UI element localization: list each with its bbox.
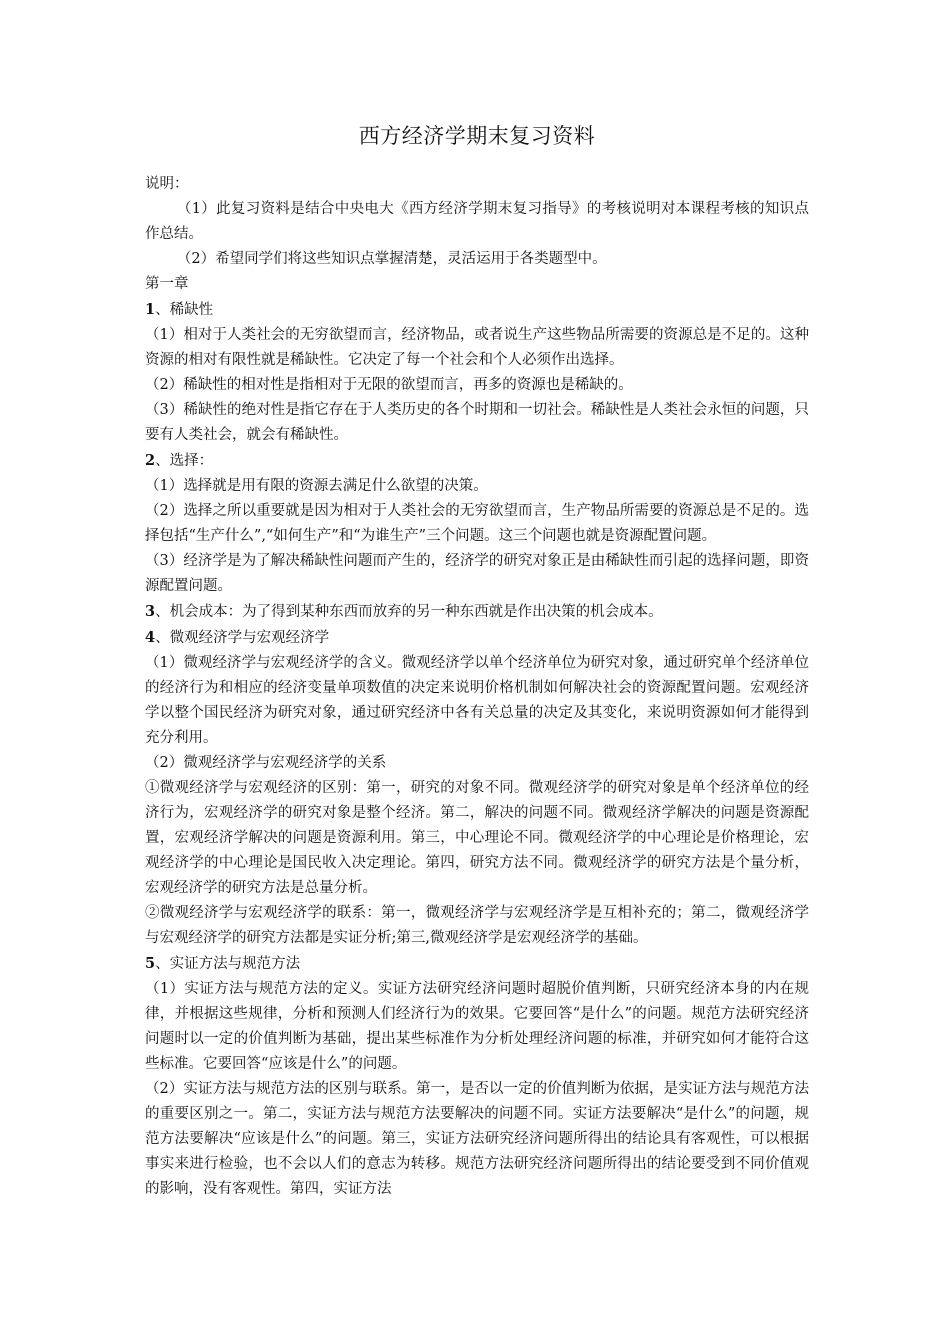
section-4-heading [145,625,809,651]
section-1-para-1: （1）相对于人类社会的无穷欲望而言，经济物品，或者说生产这些物品所需要的资源总是不足的。这种资源的相对有限性就是稀缺性。它决定了每一个社会和个人必须作出选择。 [145,327,809,368]
document-title: 西方经济学期末复习资料 [358,124,596,148]
chapter-heading: 第一章 [145,276,189,292]
note-item-2: （2）希望同学们将这些知识点掌握清楚，灵活运用于各类题型中。 [176,251,607,267]
section-3-title: 、机会成本：为了得到某种东西而放弃的另一种东西就是作出决策的机会成本。 [155,604,663,620]
section-2-heading [145,448,809,474]
section-5-number: 5 [145,955,156,972]
note-item-1: （1）此复习资料是结合中央电大《西方经济学期末复习指导》的考核说明对本课程考核的知识点作总结。 [145,201,809,242]
section-5-heading [145,951,809,977]
section-2-number: 2 [145,452,156,469]
section-4-title: 、微观经济学与宏观经济学 [155,630,330,646]
section-2-title: 、选择： [155,453,214,469]
section-3-heading [145,599,809,625]
section-1-para-2: （2）稀缺性的相对性是指相对于无限的欲望而言，再多的资源也是稀缺的。 [145,377,633,393]
section-5-title: 、实证方法与规范方法 [155,956,301,972]
section-1-number: 1 [145,301,156,318]
section-2-para-3: （3）经济学是为了解决稀缺性问题而产生的，经济学的研究对象正是由稀缺性而引起的选择问题，即资源配置问题。 [145,553,809,594]
section-1-para-3: （3）稀缺性的绝对性是指它存在于人类历史的各个时期和一切社会。稀缺性是人类社会永恒的问题，只要有人类社会，就会有稀缺性。 [145,402,809,443]
section-5-para-2: （2）实证方法与规范方法的区别与联系。第一，是否以一定的价值判断为依据，是实证方法与规范方法的重要区别之一。第二，实证方法与规范方法要解决的问题不同。实证方法要解决“是什么”的问题，规范方法要解决“应该是什么”的问题。第三，实证方法研究经济问题所得出的结论具有客观性，可以根据事实来进行检验，也不会以人们的意志为转移。规范方法研究经济问题所得出的结论要受到不同价值观的影响，没有客观性。第四，实证方法 [145,1081,809,1197]
section-2-para-2: （2）选择之所以重要就是因为相对于人类社会的无穷欲望而言，生产物品所需要的资源总是不足的。选择包括“生产什么”,“如何生产”和“为谁生产”三个问题。这三个问题也就是资源配置问题。 [145,503,809,544]
section-4-para-4: ②微观经济学与宏观经济学的联系：第一，微观经济学与宏观经济学是互相补充的；第二，微观经济学与宏观经济学的研究方法都是实证分析;第三,微观经济学是宏观经济学的基础。 [145,905,809,946]
section-1-heading [145,297,809,323]
section-4-para-3: ①微观经济学与宏观经济的区别：第一，研究的对象不同。微观经济学的研究对象是单个经济单位的经济行为，宏观经济学的研究对象是整个经济。第二，解决的问题不同。微观经济学解决的问题是资源配置，宏观经济学解决的问题是资源利用。第三，中心理论不同。微观经济学的中心理论是价格理论，宏观经济学的中心理论是国民收入决定理论。第四，研究方法不同。微观经济学的研究方法是个量分析，宏观经济学的研究方法是总量分析。 [145,780,809,896]
section-1-title: 、稀缺性 [155,302,214,318]
section-4-para-2: （2）微观经济学与宏观经济学的关系 [145,755,387,771]
section-3-number: 3 [145,603,156,620]
document-page [145,120,809,1202]
section-2-para-1: （1）选择就是用有限的资源去满足什么欲望的决策。 [145,478,488,494]
section-4-number: 4 [145,629,156,646]
section-5-para-1: （1）实证方法与规范方法的定义。实证方法研究经济问题时超脱价值判断，只研究经济本身的内在规律，并根据这些规律，分析和预测人们经济行为的效果。它要回答“是什么”的问题。规范方法研究经济问题时以一定的价值判断为基础，提出某些标准作为分析处理经济问题的标准，并研究如何才能符合这些标准。它要回答“应该是什么”的问题。 [145,981,809,1072]
section-4-para-1: （1）微观经济学与宏观经济学的含义。微观经济学以单个经济单位为研究对象，通过研究单个经济单位的经济行为和相应的经济变量单项数值的决定来说明价格机制如何解决社会的资源配置问题。宏观经济学以整个国民经济为研究对象，通过研究经济中各有关总量的决定及其变化，来说明资源如何才能得到充分利用。 [145,655,809,746]
note-label: 说明： [145,176,189,192]
